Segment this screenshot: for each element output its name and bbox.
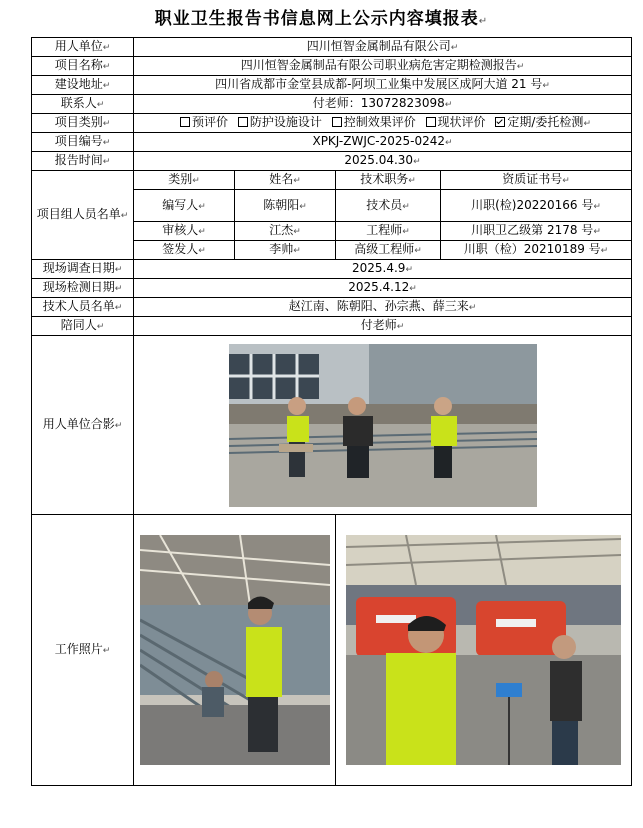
category-option-status: 现状评价 <box>420 115 486 129</box>
category-option-periodic: 定期/委托检测 <box>489 115 583 129</box>
disclosure-form-table <box>31 37 632 786</box>
checkbox-pre-eval[interactable] <box>180 117 190 127</box>
members-header-title: 技术职务↵ <box>336 171 441 190</box>
member-role: 审核人↵ <box>134 222 235 241</box>
member-name: 陈朝阳↵ <box>235 190 336 222</box>
category-option-control: 控制效果评价 <box>326 115 416 129</box>
work-photo-1 <box>140 535 330 765</box>
label-members: 项目组人员名单↵ <box>32 171 134 260</box>
value-technicians: 赵江南、陈朝阳、孙宗燕、薛三来↵ <box>134 298 632 317</box>
row-employer <box>32 38 632 57</box>
row-address <box>32 76 632 95</box>
label-test-date: 现场检测日期↵ <box>32 279 134 298</box>
label-group-photo: 用人单位合影↵ <box>32 336 134 515</box>
checkbox-status[interactable] <box>426 117 436 127</box>
label-escort: 陪同人↵ <box>32 317 134 336</box>
row-report-date <box>32 152 632 171</box>
row-project-name <box>32 57 632 76</box>
label-contact: 联系人↵ <box>32 95 134 114</box>
row-project-no <box>32 133 632 152</box>
member-cert: 川职卫乙级第 2178 号↵ <box>441 222 632 241</box>
work-photo-1-cell <box>134 515 336 786</box>
row-survey-date <box>32 260 632 279</box>
row-test-date <box>32 279 632 298</box>
label-report-date: 报告时间↵ <box>32 152 134 171</box>
value-project-name: 四川恒智金属制品有限公司职业病危害定期检测报告↵ <box>134 57 632 76</box>
label-technicians: 技术人员名单↵ <box>32 298 134 317</box>
label-project-name: 项目名称↵ <box>32 57 134 76</box>
value-report-date: 2025.04.30↵ <box>134 152 632 171</box>
label-employer: 用人单位↵ <box>32 38 134 57</box>
value-address: 四川省成都市金堂县成都-阿坝工业集中发展区成阿大道 21 号↵ <box>134 76 632 95</box>
group-photo <box>229 344 537 507</box>
member-role: 编写人↵ <box>134 190 235 222</box>
category-option-pre-eval: 预评价 <box>174 115 228 129</box>
value-survey-date: 2025.4.9↵ <box>134 260 632 279</box>
label-project-no: 项目编号↵ <box>32 133 134 152</box>
value-test-date: 2025.4.12↵ <box>134 279 632 298</box>
member-cert: 川职(检)20220166 号↵ <box>441 190 632 222</box>
work-photo-2-cell <box>336 515 632 786</box>
member-name: 江杰↵ <box>235 222 336 241</box>
row-work-photos <box>32 515 632 786</box>
row-escort <box>32 317 632 336</box>
value-category: 预评价 防护设施设计 控制效果评价 现状评价 定期/委托检测↵ <box>134 114 632 133</box>
value-escort: 付老师↵ <box>134 317 632 336</box>
members-header-role: 类别↵ <box>134 171 235 190</box>
label-work-photos: 工作照片↵ <box>32 515 134 786</box>
row-contact <box>32 95 632 114</box>
member-title: 工程师↵ <box>336 222 441 241</box>
row-category <box>32 114 632 133</box>
category-option-design: 防护设施设计 <box>232 115 322 129</box>
work-photo-2 <box>346 535 621 765</box>
group-photo-cell <box>134 336 632 515</box>
checkbox-control[interactable] <box>332 117 342 127</box>
label-category: 项目类别↵ <box>32 114 134 133</box>
member-name: 李帅↵ <box>235 241 336 260</box>
checkbox-periodic[interactable] <box>495 117 505 127</box>
member-role: 签发人↵ <box>134 241 235 260</box>
value-project-no: XPKJ-ZWJC-2025-0242↵ <box>134 133 632 152</box>
label-survey-date: 现场调查日期↵ <box>32 260 134 279</box>
row-group-photo <box>32 336 632 515</box>
row-technicians <box>32 298 632 317</box>
members-header-name: 姓名↵ <box>235 171 336 190</box>
value-employer: 四川恒智金属制品有限公司↵ <box>134 38 632 57</box>
members-header-row <box>32 171 632 190</box>
member-cert: 川职（检）20210189 号↵ <box>441 241 632 260</box>
checkbox-design[interactable] <box>238 117 248 127</box>
member-title: 技术员↵ <box>336 190 441 222</box>
member-title: 高级工程师↵ <box>336 241 441 260</box>
page-title: 职业卫生报告书信息网上公示内容填报表↵ <box>154 9 489 29</box>
members-header-cert: 资质证书号↵ <box>441 171 632 190</box>
value-contact: 付老师：13072823098↵ <box>134 95 632 114</box>
label-address: 建设地址↵ <box>32 76 134 95</box>
